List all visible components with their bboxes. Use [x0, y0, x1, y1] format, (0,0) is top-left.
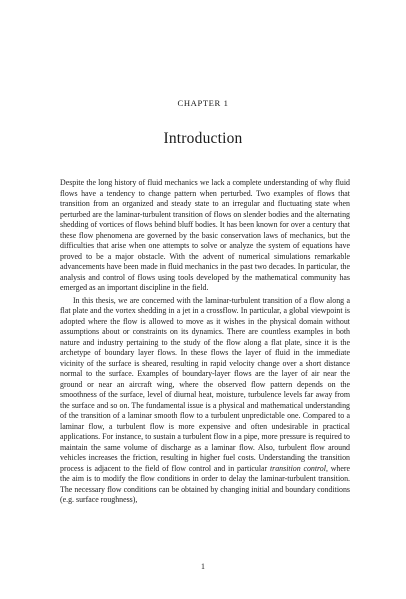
- transition-control-term: transition control: [269, 463, 326, 473]
- paragraph-thesis-scope-text-b: , where the aim is to modify the flow conditions in order to delay the laminar-turbulent transition. The necessary flow conditions can be obtained by changing initial and boundary conditions (e.g. surface roughness),: [60, 463, 350, 504]
- paragraph-intro: Despite the long history of fluid mechanics we lack a complete understanding of why fluid flows have a tendency to change pattern when perturbed. Two examples of flows that transition from an organized and steady state to an irregular and fluctuating state when perturbed are the laminar-turbulent transition of flows on slender bodies and the alternating shedding of vortices of flows behind bluff bodies. It has been known for over a century that these flow phenomena are governed by the basic conservation laws of mechanics, but the difficulties that arise when one attempts to solve or analyze the system of equations have proved to be a major obstacle. With the advent of numerical simulations remarkable advancements have been made in fluid mechanics in the past two decades. In particular, the analysis and control of flows using tools developed by the mathematical community has emerged as an important discipline in the field.: [60, 178, 350, 292]
- chapter-body: [60, 178, 350, 506]
- chapter-title: Introduction: [163, 130, 243, 147]
- paragraph-thesis-scope: [60, 296, 350, 506]
- paragraph-thesis-scope-text-a: In this thesis, we are concerned with the laminar-turbulent transition of a flow along a flat plate and the vortex shedding in a jet in a crossflow. In particular, a global viewpoint is adopted where the flow is allowed to move as it wishes in the physical domain without assumptions about or constraints on its dynamics. There are countless examples in both nature and industry pertaining to the study of the flow along a flat plate, since it is the archetype of boundary layer flows. In these flows the layer of fluid in the immediate vicinity of the surface is sheared, resulting in rapid velocity change over a short distance normal to the surface. Examples of boundary-layer flows are the layer of air near the ground or near an aircraft wing, where the observed flow pattern depends on the smoothness of the surface, level of diurnal heat, moisture, turbulence levels far away from the surface and so on. The fundamental issue is a physical and mathematical understanding of the transition of a laminar smooth flow to a turbulent unpredictable one. Compared to a laminar flow, a turbulent flow is more expensive and often undesirable in practical applications. For instance, to sustain a turbulent flow in a pipe, more pressure is required to maintain the same volume of discharge as a laminar flow. Also, turbulent flow around vehicles increases the friction, resulting in higher fuel costs. Understanding the transition process is adjacent to the field of flow control and in particular: [60, 295, 350, 473]
- chapter-label: CHAPTER 1: [177, 98, 229, 108]
- page-number: 1: [201, 562, 205, 571]
